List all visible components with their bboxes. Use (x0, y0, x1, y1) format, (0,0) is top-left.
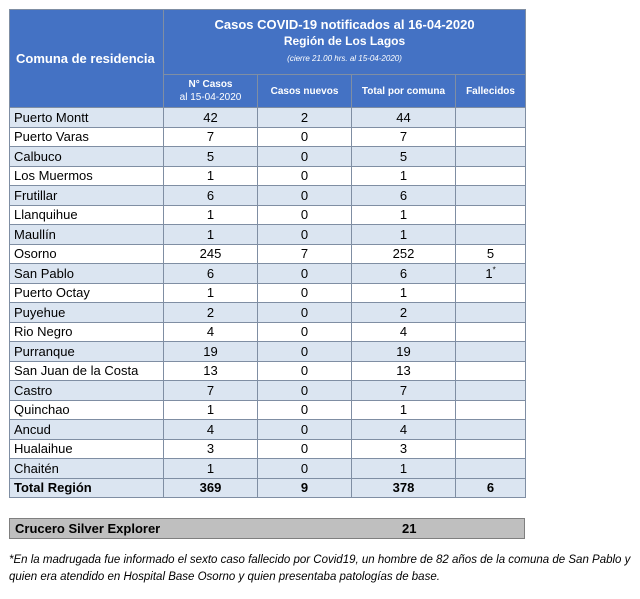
comuna-header: Comuna de residencia (10, 10, 164, 108)
cell-fallecidos (456, 400, 526, 420)
cell-nuevos: 0 (258, 420, 352, 440)
col-header-fallecidos: Fallecidos (456, 75, 526, 108)
cell-fallecidos (456, 303, 526, 323)
table-subtitle: Región de Los Lagos (283, 34, 406, 48)
total-casos: 369 (164, 478, 258, 497)
cell-comuna: San Pablo (10, 264, 164, 284)
cell-casos: 4 (164, 420, 258, 440)
cell-comuna: Maullín (10, 225, 164, 245)
col-header-nuevos: Casos nuevos (258, 75, 352, 108)
table-row (10, 361, 526, 381)
cell-casos: 4 (164, 322, 258, 342)
col-header-casos-date: al 15-04-2020 (179, 92, 242, 103)
cell-comuna: Ancud (10, 420, 164, 440)
cell-nuevos: 0 (258, 166, 352, 186)
cell-total: 1 (352, 283, 456, 303)
cell-casos: 1 (164, 225, 258, 245)
cell-fallecidos (456, 420, 526, 440)
cell-total: 5 (352, 147, 456, 167)
cell-comuna: Puyehue (10, 303, 164, 323)
cell-total: 7 (352, 381, 456, 401)
cell-total: 6 (352, 186, 456, 206)
cell-nuevos: 0 (258, 186, 352, 206)
cell-comuna: Puerto Montt (10, 108, 164, 128)
cell-total: 2 (352, 303, 456, 323)
table-title-block (164, 10, 526, 75)
cell-fallecidos (456, 381, 526, 401)
cell-casos: 7 (164, 127, 258, 147)
table-cutoff-note: (cierre 21.00 hrs. al 15-04-2020) (287, 54, 402, 63)
cell-casos: 245 (164, 244, 258, 264)
cell-nuevos: 0 (258, 322, 352, 342)
table-row (10, 127, 526, 147)
footnote-marker: * (492, 265, 496, 275)
cell-nuevos: 0 (258, 127, 352, 147)
cell-fallecidos (456, 342, 526, 362)
crucero-row (9, 518, 525, 539)
cell-casos: 1 (164, 459, 258, 479)
cell-nuevos: 7 (258, 244, 352, 264)
cell-total: 1 (352, 400, 456, 420)
cell-nuevos: 0 (258, 225, 352, 245)
table-row (10, 147, 526, 167)
cell-nuevos: 0 (258, 400, 352, 420)
cell-nuevos: 0 (258, 205, 352, 225)
cell-fallecidos (456, 147, 526, 167)
cell-nuevos: 2 (258, 108, 352, 128)
covid-cases-table (9, 9, 526, 498)
cell-fallecidos (456, 283, 526, 303)
table-row (10, 186, 526, 206)
cell-comuna: Puerto Octay (10, 283, 164, 303)
cell-nuevos: 0 (258, 342, 352, 362)
col-header-casos-label: N° Casos (188, 79, 233, 90)
cell-comuna: Purranque (10, 342, 164, 362)
table-row (10, 225, 526, 245)
table-row (10, 459, 526, 479)
cell-nuevos: 0 (258, 439, 352, 459)
cell-fallecidos (456, 127, 526, 147)
table-row (10, 303, 526, 323)
cell-comuna: Rio Negro (10, 322, 164, 342)
cell-comuna: Hualaihue (10, 439, 164, 459)
table-title: Casos COVID-19 notificados al 16-04-2020 (214, 17, 475, 32)
total-label: Total Región (10, 478, 164, 497)
col-header-casos (164, 75, 258, 108)
cell-total: 7 (352, 127, 456, 147)
table-body (10, 108, 526, 479)
cell-total: 44 (352, 108, 456, 128)
fallecidos-value: 1 (485, 265, 493, 281)
cell-total: 1 (352, 166, 456, 186)
total-fallecidos: 6 (456, 478, 526, 497)
cell-casos: 1 (164, 283, 258, 303)
cell-nuevos: 0 (258, 264, 352, 284)
cell-comuna: Llanquihue (10, 205, 164, 225)
cell-total: 4 (352, 420, 456, 440)
table-row (10, 166, 526, 186)
cell-comuna: Puerto Varas (10, 127, 164, 147)
cell-fallecidos (456, 225, 526, 245)
cell-casos: 6 (164, 264, 258, 284)
cell-total: 4 (352, 322, 456, 342)
cell-casos: 19 (164, 342, 258, 362)
cell-nuevos: 0 (258, 147, 352, 167)
cell-total: 252 (352, 244, 456, 264)
cell-total: 1 (352, 225, 456, 245)
cell-fallecidos (456, 108, 526, 128)
cell-nuevos: 0 (258, 381, 352, 401)
total-total: 378 (352, 478, 456, 497)
cell-comuna: Osorno (10, 244, 164, 264)
cell-nuevos: 0 (258, 459, 352, 479)
cell-casos: 1 (164, 400, 258, 420)
table-row (10, 322, 526, 342)
cell-casos: 1 (164, 166, 258, 186)
cell-nuevos: 0 (258, 303, 352, 323)
cell-fallecidos (456, 361, 526, 381)
table-row (10, 420, 526, 440)
cell-total: 3 (352, 439, 456, 459)
footnote: *En la madrugada fue informado el sexto caso fallecido por Covid19, un hombre de 82 años de la comuna de San Pablo y quien era atendido en Hospital Base Osorno y quien presentaba patologías de base. (9, 554, 631, 583)
cell-fallecidos (456, 322, 526, 342)
cell-comuna: Quinchao (10, 400, 164, 420)
cell-fallecidos (456, 459, 526, 479)
col-header-total: Total por comuna (352, 75, 456, 108)
table-row (10, 205, 526, 225)
total-row (10, 478, 526, 497)
cell-fallecidos (456, 186, 526, 206)
cell-casos: 1 (164, 205, 258, 225)
cell-comuna: Los Muermos (10, 166, 164, 186)
cell-fallecidos: 5 (456, 244, 526, 264)
cell-total: 1 (352, 205, 456, 225)
crucero-label: Crucero Silver Explorer (15, 521, 161, 536)
cell-total: 13 (352, 361, 456, 381)
cell-fallecidos (456, 166, 526, 186)
cell-comuna: Castro (10, 381, 164, 401)
cell-casos: 42 (164, 108, 258, 128)
cell-total: 6 (352, 264, 456, 284)
cell-fallecidos (456, 439, 526, 459)
cell-fallecidos (456, 264, 526, 284)
cell-casos: 3 (164, 439, 258, 459)
cell-casos: 5 (164, 147, 258, 167)
table-row (10, 264, 526, 284)
cell-casos: 2 (164, 303, 258, 323)
cell-comuna: San Juan de la Costa (10, 361, 164, 381)
cell-comuna: Calbuco (10, 147, 164, 167)
total-nuevos: 9 (258, 478, 352, 497)
cell-nuevos: 0 (258, 361, 352, 381)
cell-casos: 13 (164, 361, 258, 381)
cell-casos: 6 (164, 186, 258, 206)
crucero-value: 21 (402, 521, 417, 536)
cell-comuna: Chaitén (10, 459, 164, 479)
table-row (10, 342, 526, 362)
cell-nuevos: 0 (258, 283, 352, 303)
table-row (10, 439, 526, 459)
cell-total: 1 (352, 459, 456, 479)
table-row (10, 244, 526, 264)
cell-casos: 7 (164, 381, 258, 401)
cell-fallecidos (456, 205, 526, 225)
table-row (10, 283, 526, 303)
table-row (10, 381, 526, 401)
table-row (10, 108, 526, 128)
cell-total: 19 (352, 342, 456, 362)
table-row (10, 400, 526, 420)
cell-comuna: Frutillar (10, 186, 164, 206)
